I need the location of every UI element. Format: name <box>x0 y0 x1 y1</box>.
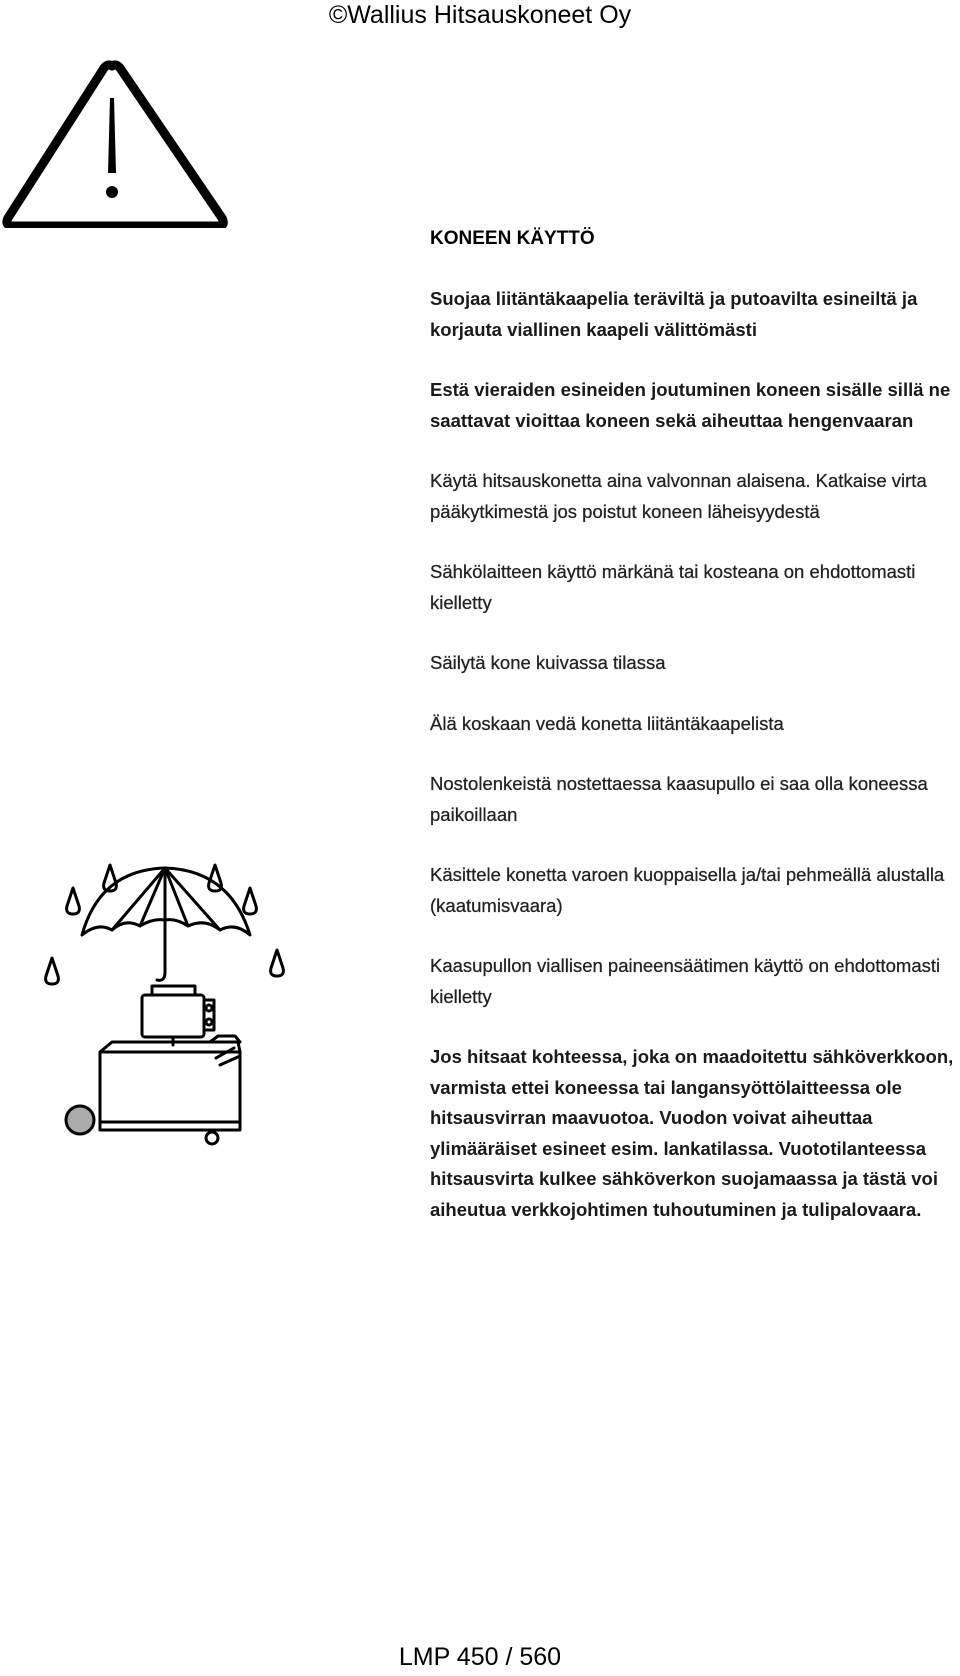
paragraph-foreign-objects: Estä vieraiden esineiden joutuminen koneen sisälle sillä ne saattavat vioittaa koneen sekä aiheuttaa hengenvaaran <box>430 379 951 431</box>
paragraph-pressure-regulator: Kaasupullon viallisen paineensäätimen käyttö on ehdottomasti kielletty <box>430 955 941 1007</box>
warning-triangle-icon <box>0 58 230 228</box>
paragraph-lifting: Nostolenkeistä nostettaessa kaasupullo ei saa olla koneessa paikoillaan <box>430 773 928 825</box>
paragraph-handling: Käsittele konetta varoen kuoppaisella ja/tai pehmeällä alustalla (kaatumisvaara) <box>430 864 945 916</box>
page-header-title: ©Wallius Hitsauskoneet Oy <box>328 1 632 29</box>
paragraph-dry-storage: Säilytä kone kuivassa tilassa <box>430 652 666 673</box>
paragraph-ground-leak: Jos hitsaat kohteessa, joka on maadoitettu sähköverkkoon, varmista ettei koneessa tai langansyöttölaitteessa ole hitsausvirran maavuotoa. Vuodon voivat aiheuttaa ylimääräiset esineet esim. lankatilassa. Vuototilanteessa hitsausvirta kulkee sähköverkon suojamaassa ja tästä voi aiheutua verkkojohtimen tuhoutuminen ja tulipalovaara. <box>430 1046 954 1220</box>
content-area <box>430 224 955 1255</box>
paragraph-cable-protection: Suojaa liitäntäkaapelia teräviltä ja putoavilta esineiltä ja korjauta viallinen kaapeli välittömästi <box>430 288 918 340</box>
paragraph-cable-pull: Älä koskaan vedä konetta liitäntäkaapelista <box>430 712 784 734</box>
page-footer-model: LMP 450 / 560 <box>398 1643 562 1671</box>
section-title: KONEEN KÄYTTÖ <box>430 228 595 249</box>
paragraph-wet-use: Sähkölaitteen käyttö märkänä tai kosteana on ehdottomasti kielletty <box>430 561 916 613</box>
paragraph-supervision: Käytä hitsauskonetta aina valvonnan alaisena. Katkaise virta pääkytkimestä jos poistut koneen läheisyydestä <box>430 470 927 522</box>
umbrella-rain-welder-icon <box>40 860 290 1180</box>
